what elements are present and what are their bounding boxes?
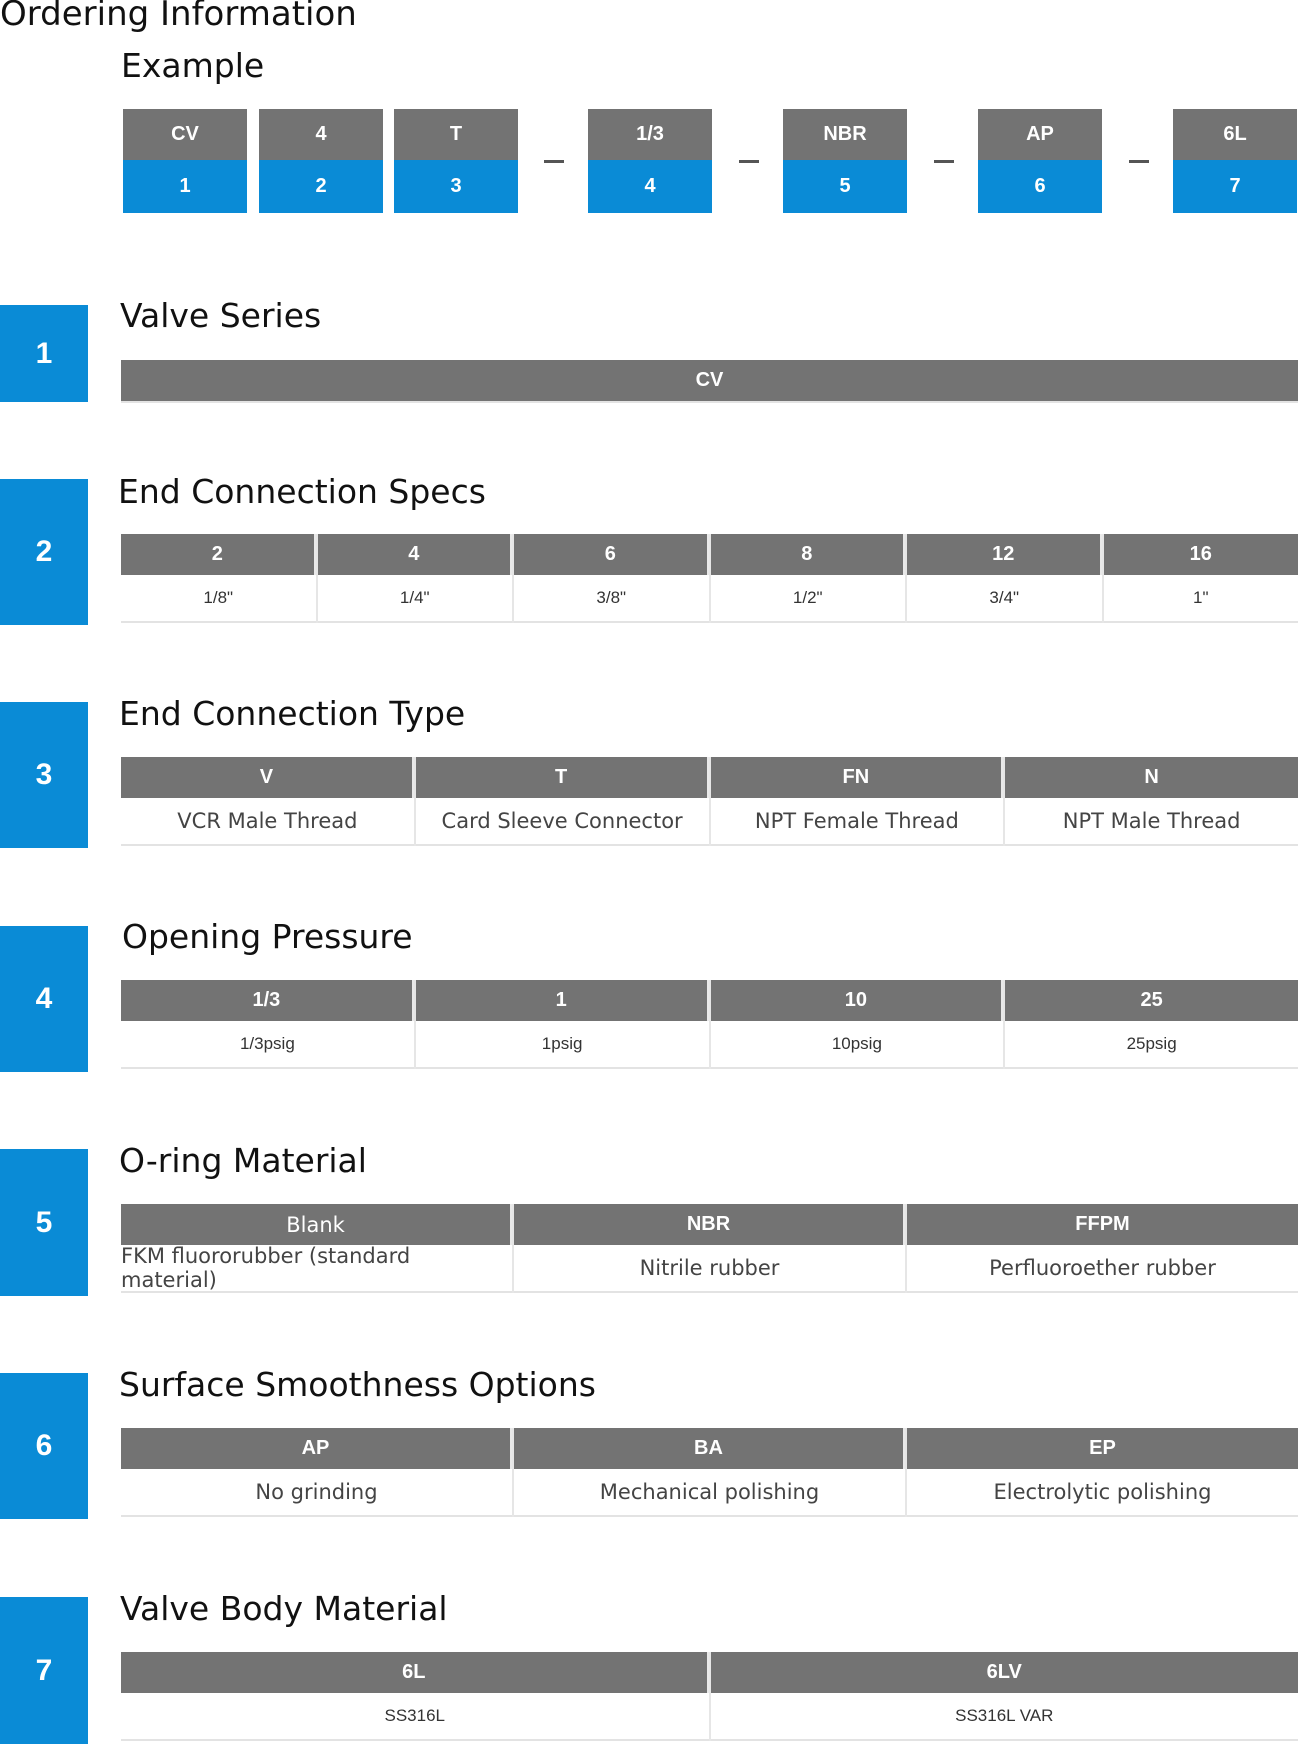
section-title: Surface Smoothness Options [119, 1365, 596, 1404]
section-title: Valve Series [120, 296, 322, 335]
example-position: 6 [978, 160, 1102, 213]
option-table [121, 1204, 1298, 1293]
section-title: End Connection Type [119, 694, 466, 733]
option-code: FFPM [907, 1204, 1298, 1245]
section-number: 6 [0, 1373, 88, 1519]
option-table [121, 980, 1298, 1069]
option-table [121, 1428, 1298, 1517]
option-code: 10 [711, 980, 1004, 1021]
example-separator [739, 160, 759, 163]
example-separator [934, 160, 954, 163]
option-code: BA [514, 1428, 905, 1469]
option-column [1005, 757, 1298, 846]
option-column [121, 757, 416, 846]
section-number: 4 [0, 926, 88, 1072]
option-description: 3/4" [907, 575, 1102, 623]
option-description: Card Sleeve Connector [416, 798, 709, 846]
option-table [121, 757, 1298, 846]
option-column [711, 757, 1006, 846]
option-column [318, 534, 515, 623]
option-code: AP [121, 1428, 512, 1469]
section-title: Opening Pressure [122, 917, 413, 956]
option-description: 1/8" [121, 575, 316, 623]
section-title: Valve Body Material [120, 1589, 448, 1628]
example-code: NBR [783, 109, 907, 160]
page-title: Ordering Information [0, 0, 357, 34]
example-block-3 [394, 109, 518, 213]
option-description: NPT Male Thread [1005, 798, 1298, 846]
option-code: 12 [907, 534, 1102, 575]
example-position: 7 [1173, 160, 1297, 213]
section-number: 5 [0, 1149, 88, 1296]
example-separator [544, 160, 564, 163]
option-table [121, 1652, 1298, 1741]
option-column [416, 980, 711, 1069]
example-code: 1/3 [588, 109, 712, 160]
example-code: T [394, 109, 518, 160]
example-code: 4 [259, 109, 383, 160]
section-number: 2 [0, 479, 88, 625]
example-block-4 [588, 109, 712, 213]
option-description: Mechanical polishing [514, 1469, 905, 1517]
option-code: Blank [121, 1204, 512, 1245]
section-title: O-ring Material [119, 1141, 367, 1180]
option-column [711, 534, 908, 623]
option-column [121, 980, 416, 1069]
option-description: 1/2" [711, 575, 906, 623]
option-column [1005, 980, 1298, 1069]
option-column [121, 1428, 514, 1517]
example-separator [1129, 160, 1149, 163]
example-block-7 [1173, 109, 1297, 213]
option-description: Nitrile rubber [514, 1245, 905, 1293]
option-column [121, 1204, 514, 1293]
option-code: T [416, 757, 709, 798]
option-column [907, 534, 1104, 623]
example-position: 1 [123, 160, 247, 213]
option-column [1104, 534, 1299, 623]
option-description: 1/3psig [121, 1021, 414, 1069]
example-code: AP [978, 109, 1102, 160]
option-column [711, 1652, 1299, 1741]
option-description: 25psig [1005, 1021, 1298, 1069]
option-description: FKM fluororubber (standard material) [121, 1245, 512, 1293]
option-column [416, 757, 711, 846]
option-table [121, 534, 1298, 623]
option-code: 6L [121, 1652, 709, 1693]
example-position: 2 [259, 160, 383, 213]
option-code: 8 [711, 534, 906, 575]
option-code: N [1005, 757, 1298, 798]
option-description: SS316L [121, 1693, 709, 1741]
example-block-2 [259, 109, 383, 213]
option-description: Perfluoroether rubber [907, 1245, 1298, 1293]
example-block-5 [783, 109, 907, 213]
option-description: 1/4" [318, 575, 513, 623]
option-column [121, 534, 318, 623]
option-description: 10psig [711, 1021, 1004, 1069]
example-position: 3 [394, 160, 518, 213]
option-code: NBR [514, 1204, 905, 1245]
option-code: 6 [514, 534, 709, 575]
option-code: 1/3 [121, 980, 414, 1021]
option-code: 1 [416, 980, 709, 1021]
option-code: 2 [121, 534, 316, 575]
option-column [907, 1204, 1298, 1293]
example-position: 5 [783, 160, 907, 213]
option-description: VCR Male Thread [121, 798, 414, 846]
section-number: 3 [0, 702, 88, 848]
example-code: 6L [1173, 109, 1297, 160]
example-block-6 [978, 109, 1102, 213]
option-description: 1psig [416, 1021, 709, 1069]
option-column [514, 534, 711, 623]
example-title: Example [121, 46, 265, 85]
example-position: 4 [588, 160, 712, 213]
example-code: CV [123, 109, 247, 160]
option-column [907, 1428, 1298, 1517]
option-description: SS316L VAR [711, 1693, 1299, 1741]
option-description: NPT Female Thread [711, 798, 1004, 846]
section-number: 7 [0, 1597, 88, 1744]
section-number: 1 [0, 305, 88, 402]
option-description: 1" [1104, 575, 1299, 623]
option-code: FN [711, 757, 1004, 798]
option-description: Electrolytic polishing [907, 1469, 1298, 1517]
option-column [121, 1652, 711, 1741]
section-title: End Connection Specs [118, 472, 486, 511]
example-block-1 [123, 109, 247, 213]
option-column [121, 360, 1298, 403]
option-code: 6LV [711, 1652, 1299, 1693]
option-code: 4 [318, 534, 513, 575]
option-code: CV [121, 360, 1298, 401]
option-code: EP [907, 1428, 1298, 1469]
option-column [514, 1204, 907, 1293]
option-table [121, 360, 1298, 403]
option-code: V [121, 757, 414, 798]
option-code: 16 [1104, 534, 1299, 575]
option-description: No grinding [121, 1469, 512, 1517]
option-column [711, 980, 1006, 1069]
option-description: 3/8" [514, 575, 709, 623]
option-column [514, 1428, 907, 1517]
option-code: 25 [1005, 980, 1298, 1021]
